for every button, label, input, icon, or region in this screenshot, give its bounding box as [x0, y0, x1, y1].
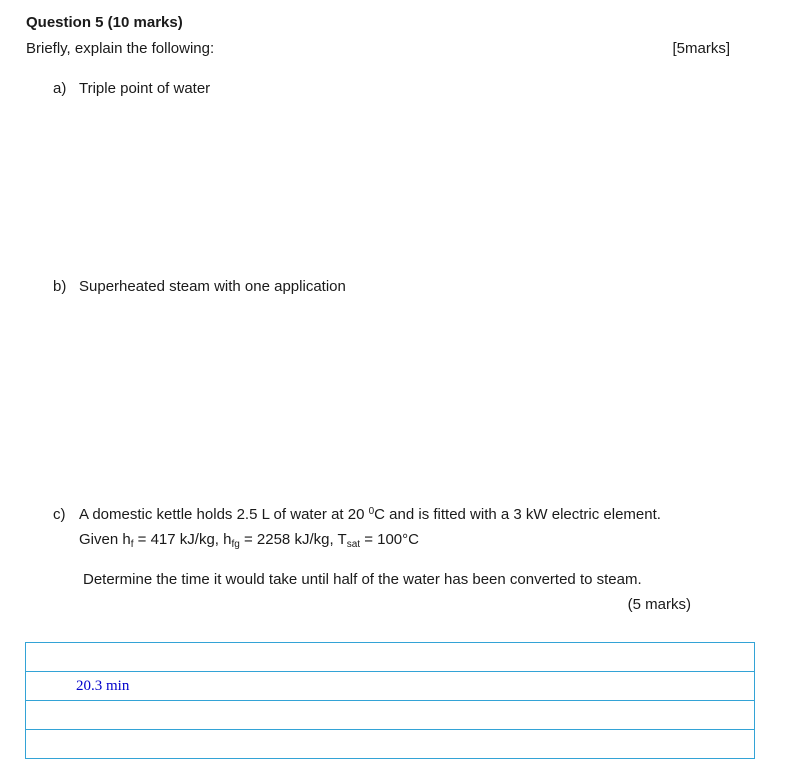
answer-cell[interactable] [26, 643, 755, 672]
hf-subscript: f [130, 539, 134, 550]
answer-row [26, 672, 755, 701]
tsat-subscript: sat [346, 539, 361, 550]
part-c-given [79, 531, 419, 548]
part-c-line1-start: A domestic kettle holds 2.5 L of water at 20 [79, 506, 369, 523]
part-c-line1 [53, 506, 661, 523]
tsat-value: = 100°C [360, 531, 419, 548]
part-c-line1-end: C and is fitted with a 3 kW electric element. [374, 506, 661, 523]
part-a [53, 80, 210, 97]
hf-value: = 417 kJ/kg, h [133, 531, 232, 548]
answer-cell[interactable] [26, 730, 755, 759]
given-prefix: Given h [79, 531, 131, 548]
answer-row-empty [26, 701, 755, 730]
degree-superscript: 0 [368, 506, 375, 517]
answer-row-empty [26, 730, 755, 759]
part-b [53, 278, 346, 295]
answer-cell[interactable] [26, 701, 755, 730]
answer-row-empty [26, 643, 755, 672]
part-b-text: Superheated steam with one application [79, 278, 346, 295]
part-c-label: c) [53, 506, 66, 523]
question-intro: Briefly, explain the following: [26, 40, 215, 57]
intro-marks: [5marks] [672, 40, 730, 57]
question-title: Question 5 (10 marks) [26, 14, 183, 31]
answer-cell[interactable] [26, 672, 755, 701]
part-a-label: a) [53, 80, 67, 97]
hfg-value: = 2258 kJ/kg, T [239, 531, 347, 548]
answer-box [25, 642, 755, 759]
hfg-subscript: fg [231, 539, 240, 550]
part-b-label: b) [53, 278, 67, 295]
part-a-text: Triple point of water [79, 80, 211, 97]
part-c-task: Determine the time it would take until half of the water has been converted to steam. [83, 571, 642, 588]
answer-value: 20.3 min [76, 678, 130, 694]
part-c-marks: (5 marks) [627, 596, 691, 613]
